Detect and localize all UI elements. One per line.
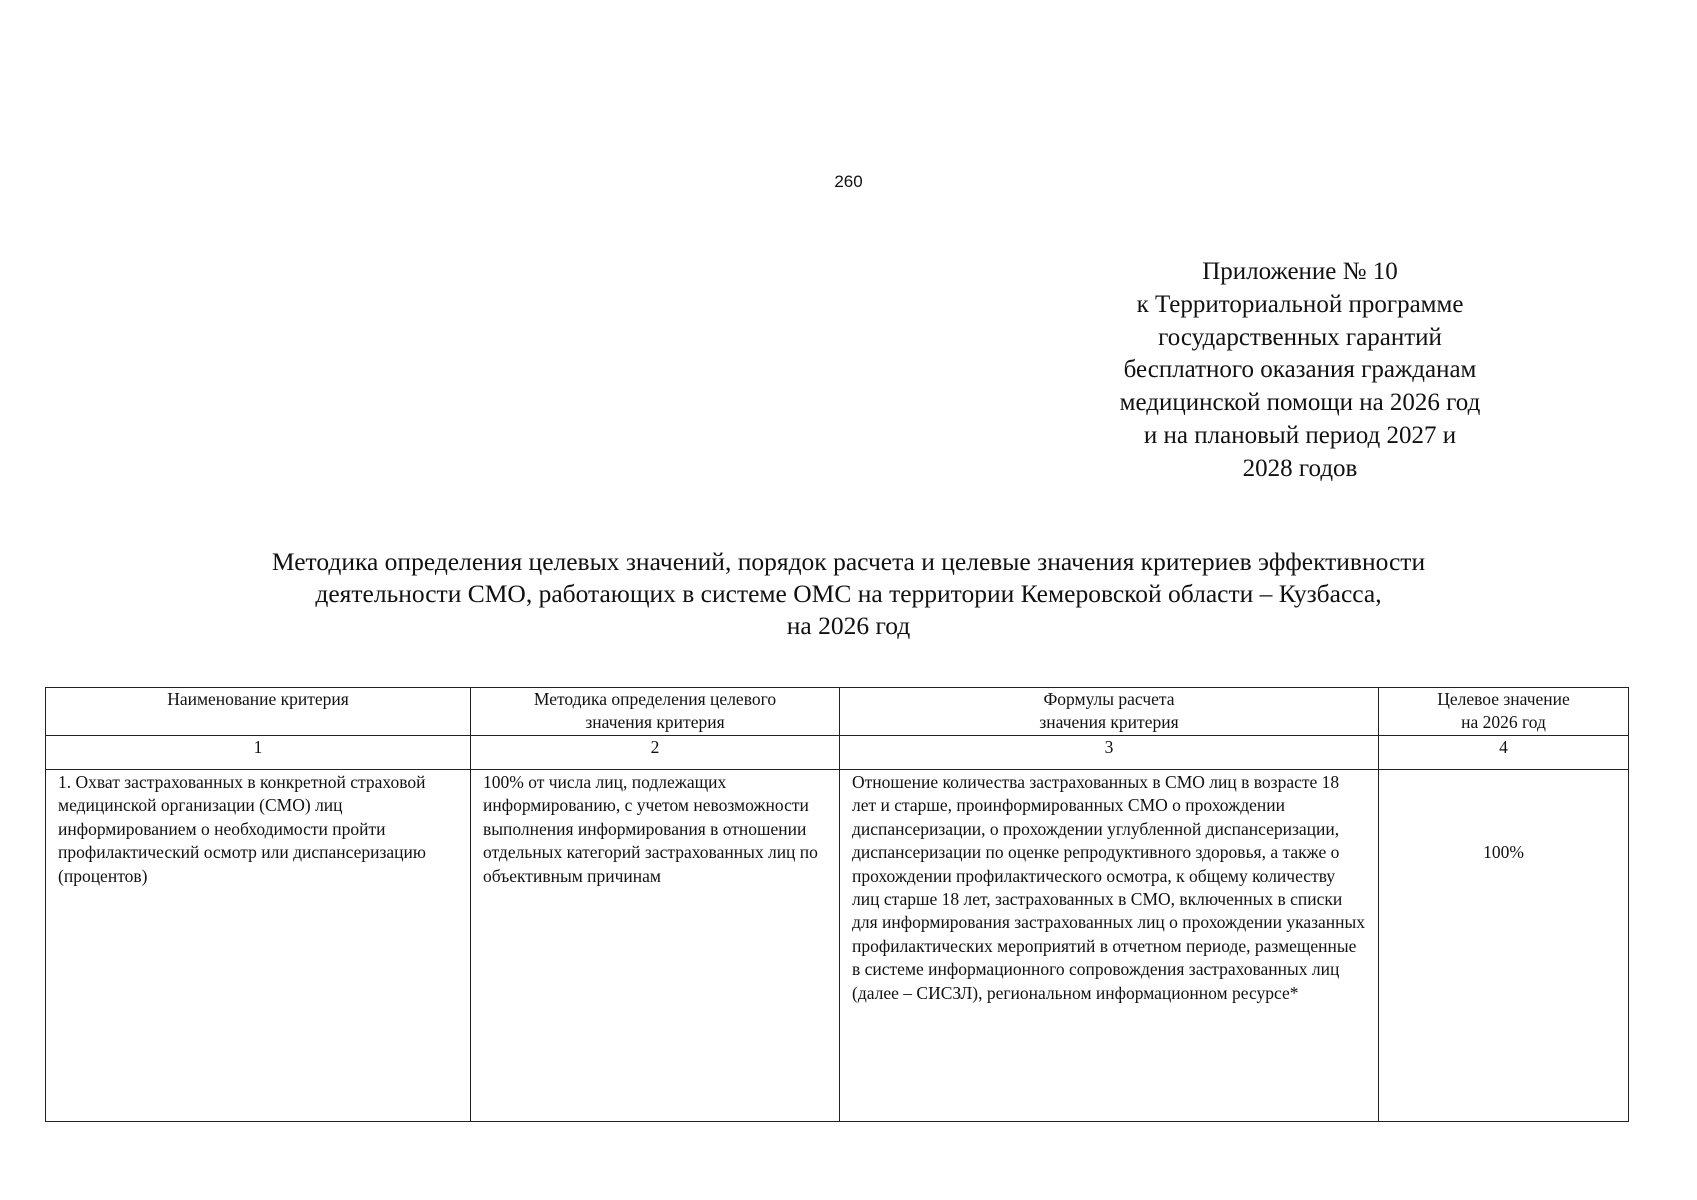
- appendix-line: государственных гарантий: [1158, 323, 1442, 351]
- appendix-line: 2028 годов: [1242, 454, 1358, 482]
- title-line: деятельности СМО, работающих в системе ОМС на территории Кемеровской области – Кузбасса,: [315, 579, 1382, 608]
- column-number-row: [46, 736, 1629, 770]
- header-line: Наименование критерия: [167, 689, 349, 709]
- title-line: на 2026 год: [786, 611, 911, 640]
- header-line: значения критерия: [585, 712, 725, 733]
- column-number: 3: [840, 736, 1379, 770]
- document-title: [120, 546, 1577, 642]
- page-number: 260: [834, 172, 863, 191]
- column-number: 1: [46, 736, 471, 770]
- target-value: 100%: [1483, 842, 1524, 862]
- header-line: Методика определения целевого: [533, 689, 777, 709]
- formula-cell: Отношение количества застрахованных в СМО лиц в возрасте 18 лет и старше, проинформированных СМО о прохождении диспансеризации, о прохождении углубленной диспансеризации, диспансеризации по оценке репродуктивного здоровья, а также о прохождении профилактического осмотра, к общему количеству лиц старше 18 лет, застрахованных в СМО, включенных в списки для информирования застрахованных лиц о прохождении указанных профилактических мероприятий в отчетном периоде, размещенные в системе информационного сопровождения застрахованных лиц (далее – СИСЗЛ), региональном информационном ресурсе*: [840, 770, 1379, 1122]
- appendix-heading: [1080, 256, 1520, 486]
- appendix-line: бесплатного оказания гражданам: [1123, 356, 1477, 384]
- column-number: 4: [1379, 736, 1629, 770]
- appendix-line: медицинской помощи на 2026 год: [1119, 389, 1481, 417]
- title-line: Методика определения целевых значений, порядок расчета и целевые значения критериев эффективности: [271, 547, 1426, 576]
- target-cell: [1379, 770, 1629, 1122]
- appendix-line: Приложение № 10: [1202, 258, 1398, 285]
- table-row: [46, 770, 1629, 1122]
- appendix-line: и на плановый период 2027 и: [1143, 421, 1457, 449]
- column-number: 2: [471, 736, 840, 770]
- header-line: Формулы расчета: [1043, 689, 1175, 709]
- header-line: значения критерия: [1039, 712, 1179, 733]
- table-header-row: [46, 688, 1629, 736]
- header-line: на 2026 год: [1461, 712, 1546, 733]
- header-target-value: [1379, 688, 1629, 736]
- header-line: Целевое значение: [1437, 689, 1570, 709]
- method-cell: 100% от числа лиц, подлежащих информированию, с учетом невозможности выполнения информирования в отношении отдельных категорий застрахованных лиц по объективным причинам: [471, 770, 840, 1122]
- criteria-table: [45, 687, 1629, 1122]
- header-criterion-name: [46, 688, 471, 736]
- appendix-line: к Территориальной программе: [1136, 290, 1464, 318]
- header-formula: [840, 688, 1379, 736]
- header-method: [471, 688, 840, 736]
- criterion-cell: 1. Охват застрахованных в конкретной страховой медицинской организации (СМО) лиц информированием о необходимости пройти профилактический осмотр или диспансеризацию (процентов): [46, 770, 471, 1122]
